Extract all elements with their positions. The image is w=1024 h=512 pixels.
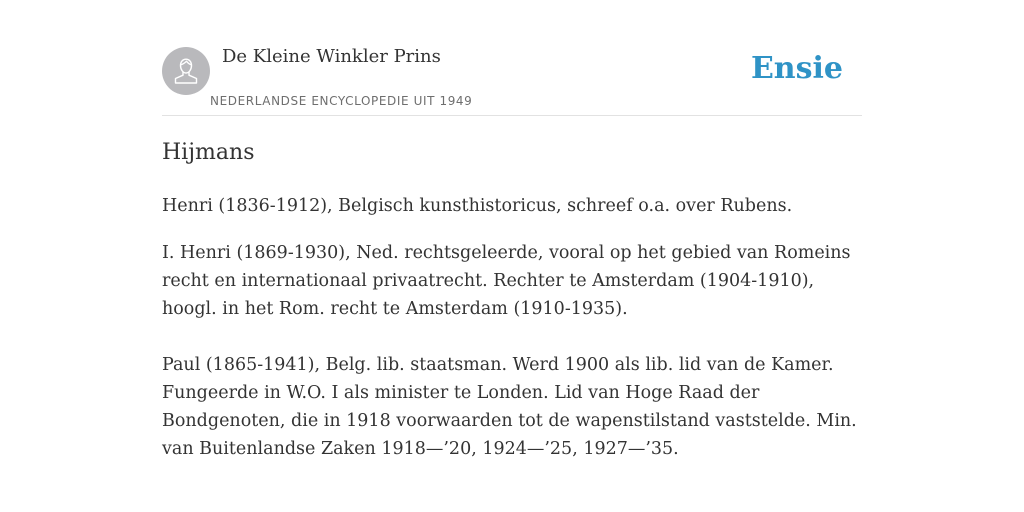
source-subtitle: NEDERLANDSE ENCYCLOPEDIE UIT 1949: [210, 94, 473, 108]
article-body: [162, 192, 867, 463]
article-paragraph: Paul (1865-1941), Belg. lib. staatsman. Werd 1900 als lib. lid van de Kamer. Fungeerde in W.O. I als minister te Londen. Lid van Hoge Raad der Bondgenoten, die in 1918 voorwaarden tot de wapenstilstand vaststelde. Min. van Buitenlandse Zaken 1918—’20, 1924—’25, 1927—’35.: [162, 355, 857, 459]
article-paragraph: I. Henri (1869-1930), Ned. rechtsgeleerde, vooral op het gebied van Romeins recht en internationaal privaatrecht. Rechter te Amsterdam (1904-1910), hoogl. in het Rom. recht te Amsterdam (1910-1935).: [162, 243, 851, 319]
brand-logo[interactable]: Ensie: [750, 51, 843, 86]
user-icon: [172, 56, 200, 86]
article-title: Hijmans: [162, 140, 255, 165]
avatar[interactable]: [162, 47, 210, 95]
source-name[interactable]: De Kleine Winkler Prins: [222, 46, 441, 67]
article-paragraph: Henri (1836-1912), Belgisch kunsthistoricus, schreef o.a. over Rubens.: [162, 196, 793, 216]
header-divider: [162, 115, 862, 116]
